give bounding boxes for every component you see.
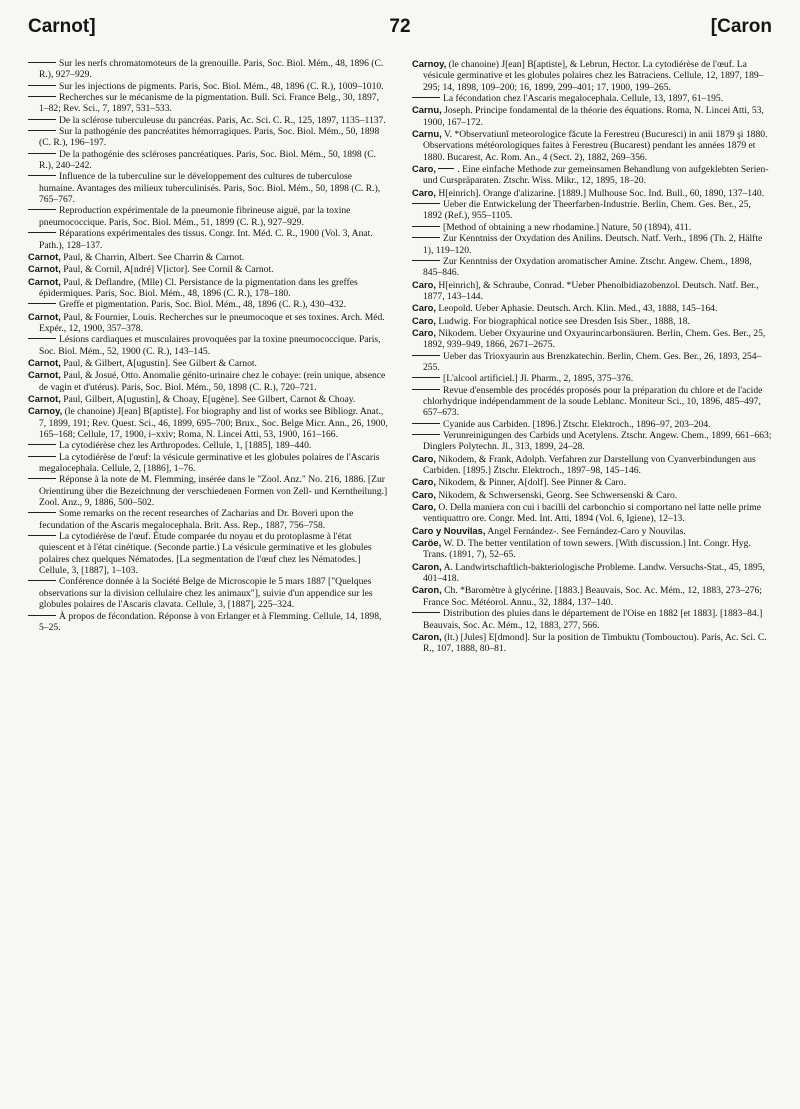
bibliography-entry bbox=[412, 93, 772, 104]
bibliography-entry bbox=[412, 537, 772, 561]
author-name: Caro y Nouvilas, bbox=[412, 524, 486, 536]
repeat-author-dash bbox=[28, 85, 56, 86]
bibliography-entry bbox=[412, 199, 772, 222]
bibliography-entry bbox=[412, 419, 772, 430]
entry-text: De la pathogénie des scléroses pancréatiques. Paris, Soc. Biol. Mém., 50, 1898 (C. R.), 240–242. bbox=[39, 148, 377, 172]
repeat-author-dash bbox=[28, 232, 56, 233]
bibliography-entry bbox=[28, 369, 388, 393]
entry-text: Zur Kenntniss der Oxydation aromatischer Amine. Ztschr. Angew. Chem., 1898, 845–846. bbox=[423, 255, 752, 279]
repeat-author-dash bbox=[28, 615, 56, 616]
bibliography-entry bbox=[28, 508, 388, 531]
author-name: Carnoy, bbox=[28, 405, 63, 417]
author-name: Carnot, bbox=[28, 369, 61, 381]
page-header bbox=[28, 10, 772, 44]
bibliography-entry bbox=[412, 222, 772, 233]
repeat-author-dash bbox=[412, 237, 440, 238]
author-name: Caro, bbox=[412, 302, 436, 314]
bibliography-entry bbox=[28, 531, 388, 576]
entry-text: Paul, Gilbert, A[ugustin], & Choay, E[ugène]. See Gilbert, Carnot & Choay. bbox=[63, 393, 356, 405]
repeat-author-dash bbox=[412, 612, 440, 613]
bibliography-entry bbox=[412, 608, 772, 631]
right-column bbox=[412, 58, 772, 655]
entry-text: A. Landwirtschaftlich-bakteriologische Probleme. Landw. Versuchs-Stat., 45, 1895, 401–418. bbox=[423, 561, 765, 585]
bibliography-entry bbox=[28, 357, 388, 369]
bibliography-entry bbox=[28, 405, 388, 440]
running-head-left: Carnot] bbox=[28, 16, 96, 37]
author-name: Caro, bbox=[412, 186, 436, 198]
repeat-author-dash bbox=[438, 168, 454, 169]
bibliography-entry bbox=[412, 584, 772, 608]
author-name: Caron, bbox=[412, 630, 442, 642]
repeat-author-dash bbox=[28, 209, 56, 210]
bibliography-entry bbox=[28, 171, 388, 205]
entry-text: Ludwig. For biographical notice see Dresden Isis Sber., 1888, 18. bbox=[438, 315, 690, 327]
entry-text: (le chanoine) J[ean] B[aptiste], & Lebrun, Hector. La cytodiérèse de l'œuf. La vésicule germinative et les globules polaires chez les Batraciens. Cellule, 12, 1897, 189–295; 14, 1898, 109–200; 16, 1899, 299–401; 17, 1900, 199–265. bbox=[423, 59, 764, 93]
bibliography-entry bbox=[412, 187, 772, 199]
entry-text: Conférence donnée à la Société Belge de Microscopie le 5 mars 1887 ["Quelques observations sur la division cellulaire chez les animaux"], suivie d'un appendice sur les globules polaires de l'Ascaris clavata. Cellule, 3, [1887], 225–324. bbox=[39, 576, 373, 611]
bibliography-entry bbox=[412, 327, 772, 351]
author-name: Caro, bbox=[412, 314, 436, 326]
bibliography-entry bbox=[412, 476, 772, 488]
repeat-author-dash bbox=[28, 153, 56, 154]
entry-text: Paul, & Cornil, A[ndré] V[ictor]. See Cornil & Carnot. bbox=[63, 264, 274, 276]
repeat-author-dash bbox=[28, 62, 56, 63]
repeat-author-dash bbox=[28, 444, 56, 445]
entry-text: Ch. *Baromètre à glycérine. [1883.] Beauvais, Soc. Ac. Mém., 12, 1883, 273–276; France Soc. Météorol. Annu., 32, 1884, 137–140. bbox=[423, 585, 762, 608]
entry-text: Paul, & Fournier, Louis. Recherches sur le pneumocoque et ses toxines. Arch. Méd. Expér., 12, 1900, 357–378. bbox=[39, 311, 385, 334]
bibliography-entry bbox=[28, 149, 388, 172]
repeat-author-dash bbox=[28, 478, 56, 479]
bibliography-entry bbox=[412, 631, 772, 655]
bibliography-entry bbox=[412, 163, 772, 187]
bibliography-entry bbox=[412, 104, 772, 128]
author-name: Caro, bbox=[412, 163, 436, 175]
bibliography-entry bbox=[28, 276, 388, 300]
author-name: Caro, bbox=[412, 278, 436, 290]
entry-text: W. D. The better ventilation of town sewers. [With discussion.] Int. Congr. Hyg. Trans. (1891, 7), 52–65. bbox=[423, 538, 751, 561]
bibliography-entry bbox=[412, 385, 772, 419]
entry-text: H[einrich], & Schraube, Conrad. *Ueber Phenolbidiazobenzol. Deutsch. Natf. Ber., 1877, 143–144. bbox=[423, 279, 759, 302]
entry-text: Distribution des pluies dans le département de l'Oise en 1882 [et 1883]. [1883–84.] Beauvais, Soc. Ac. Mém., 12, 1883, 277, 566. bbox=[423, 608, 763, 631]
entry-text: H[einrich]. Orange d'alizarine. [1889.] Mulhouse Soc. Ind. Bull., 60, 1890, 137–140. bbox=[438, 187, 765, 199]
entry-text: Leopold. Ueber Aphasie. Deutsch. Arch. Klin. Med., 43, 1888, 145–164. bbox=[438, 303, 718, 315]
bibliography-entry bbox=[28, 81, 388, 92]
entry-text: Revue d'ensemble des procédés proposés pour la préparation du chlore et de l'acide chlorhydrique indépendamment de la soude Leblanc. Moniteur Sci., 10, 1896, 485–497, 657–673. bbox=[423, 384, 763, 419]
bibliography-entry bbox=[28, 228, 388, 251]
entry-text: Lésions cardiaques et musculaires provoquées par la toxine pneumococcique. Paris, Soc. Biol. Mém., 52, 1900 (C. R.), 143–145. bbox=[39, 334, 381, 357]
bibliography-entry bbox=[28, 611, 388, 634]
entry-text: Paul, & Deflandre, (Mlle) Cl. Persistance de la pigmentation dans les greffes épidermiques. Paris, Soc. Biol. Mém., 48, 1896 (C. R.), 178–180. bbox=[39, 276, 358, 299]
bibliography-entry bbox=[28, 205, 388, 228]
author-name: Carnu, bbox=[412, 128, 442, 140]
bibliography-entry bbox=[28, 474, 388, 508]
entry-text: La cytodiérèse de l'œuf: la vésicule germinative et les globules polaires de l'Ascaris megalocephala. Cellule, 2, [1886], 1–76. bbox=[39, 451, 380, 475]
entry-text: . Eine einfache Methode zur gemeinsamen Behandlung von aufgeklebten Serien- und Curspräparaten. Ztschr. Wiss. Mikr., 12, 1895, 18–20. bbox=[423, 164, 769, 187]
entry-text: Réparations expérimentales des tissus. Congr. Int. Méd. C. R., 1900 (Vol. 3, Anat. Path.), 128–137. bbox=[39, 228, 373, 251]
entry-text: O. Della maniera con cui i bacilli del carbonchio si comportano nel latte nelle prime ventiquattro ore. Congr. Med. Int. Atti, 1894 (Vol. 6, Igiene), 12–13. bbox=[423, 502, 761, 525]
repeat-author-dash bbox=[28, 535, 56, 536]
bibliography-entry bbox=[28, 251, 388, 263]
entry-text: Paul, & Charrin, Albert. See Charrin & Carnot. bbox=[63, 251, 245, 263]
entry-text: Recherches sur le mécanisme de la pigmentation. Bull. Sci. France Belg., 30, 1897, 1–82; Rev. Sci., 7, 1897, 531–533. bbox=[39, 92, 379, 115]
bibliography-entry bbox=[28, 334, 388, 357]
bibliography-entry bbox=[412, 256, 772, 279]
entry-text: Verunreinigungen des Carbids und Acetylens. Ztschr. Angew. Chem., 1899, 661–663; Dinglers Polytechn. Jl., 313, 1899, 24–28. bbox=[423, 430, 772, 453]
repeat-author-dash bbox=[28, 338, 56, 339]
repeat-author-dash bbox=[412, 434, 440, 435]
repeat-author-dash bbox=[28, 303, 56, 304]
entry-text: Nikodem, & Schwersenski, Georg. See Schwersenski & Caro. bbox=[438, 489, 678, 501]
repeat-author-dash bbox=[28, 175, 56, 176]
author-name: Carnot, bbox=[28, 275, 61, 287]
repeat-author-dash bbox=[412, 389, 440, 390]
bibliography-entry bbox=[28, 393, 388, 405]
author-name: Caro, bbox=[412, 476, 436, 488]
entry-text: Sur les nerfs chromatomoteurs de la grenouille. Paris, Soc. Biol. Mém., 48, 1896 (C. R.), 927–929. bbox=[39, 58, 384, 81]
repeat-author-dash bbox=[412, 260, 440, 261]
entry-text: Angel Fernández-. See Fernández-Caro y Nouvilas. bbox=[487, 525, 686, 537]
running-head-right: [Caron bbox=[710, 16, 772, 37]
bibliography-entry bbox=[28, 92, 388, 115]
bibliography-entry bbox=[28, 126, 388, 149]
repeat-author-dash bbox=[28, 580, 56, 581]
entry-text: Cyanide aus Carbiden. [1896.] Ztschr. Elektroch., 1896–97, 203–204. bbox=[443, 418, 711, 430]
entry-text: Joseph. Principe fondamental de la théorie des équations. Roma, N. Lincei Atti, 53, 1900, 167–172. bbox=[423, 105, 764, 128]
repeat-author-dash bbox=[28, 512, 56, 513]
bibliography-entry bbox=[28, 263, 388, 275]
entry-text: Ueber die Entwickelung der Theerfarben-Industrie. Berlin, Chem. Ges. Ber., 25, 1892 (Ref.), 955–1105. bbox=[423, 199, 751, 222]
bibliography-entry bbox=[412, 430, 772, 453]
repeat-author-dash bbox=[28, 456, 56, 457]
bibliography-entry bbox=[28, 452, 388, 475]
author-name: Caröe, bbox=[412, 537, 442, 549]
entry-text: Nikodem, & Pinner, A[dolf]. See Pinner & Caro. bbox=[438, 477, 626, 489]
repeat-author-dash bbox=[28, 130, 56, 131]
entry-text: À propos de fécondation. Réponse à von Erlanger et à Flemming. Cellule, 14, 1898, 5–25. bbox=[39, 610, 382, 633]
bibliography-entry bbox=[412, 279, 772, 303]
bibliography-entry bbox=[412, 525, 772, 537]
entry-text: La cytodiérèse de l'œuf. Étude comparée du noyau et du protoplasme à l'état quiescent et à l'état cinétique. (Seconde partie.) La vésicule germinative et les globules polaires chez quelques Nématodes. [La segmentation de l'œuf chez les Nématodes.] Cellule, 3, [1887], 1–103. bbox=[39, 531, 372, 577]
bibliography-entry bbox=[412, 453, 772, 477]
entry-text: Sur les injections de pigments. Paris, Soc. Biol. Mém., 48, 1896 (C. R.), 1009–1010. bbox=[59, 80, 384, 92]
author-name: Caron, bbox=[412, 584, 442, 596]
entry-text: La fécondation chez l'Ascaris megalocephala. Cellule, 13, 1897, 61–195. bbox=[443, 93, 724, 105]
bibliography-entry bbox=[412, 128, 772, 163]
author-name: Carnot, bbox=[28, 250, 61, 262]
author-name: Caron, bbox=[412, 560, 442, 572]
entry-text: Influence de la tuberculine sur le développement des cultures de tuberculose humaine. Avantages des milieux tuberculinisés. Paris, Soc. Biol. Mém., 50, 1898 (C. R.), 765–767. bbox=[39, 171, 381, 206]
entry-text: Zur Kenntniss der Oxydation des Anilins. Deutsch. Natf. Verh., 1896 (Th. 2, Hälfte 1), 119–120. bbox=[423, 233, 763, 256]
entry-text: V. *Observatiunĭ meteorologice făcute la Ferestreu (Bucuresci) in anii 1879 şi 1880. Observations météorologiques faites à Ferestreu (Bucarest) pendant les années 1879 et 1880. Bucarest, Ac. Rom. An., 4 (Sect. 2), 1882, 269–356. bbox=[423, 129, 768, 163]
author-name: Carnot, bbox=[28, 263, 61, 275]
bibliography-entry bbox=[28, 440, 388, 451]
repeat-author-dash bbox=[412, 97, 440, 98]
entry-text: Paul, & Josué, Otto. Anomalie génito-urinaire chez le cobaye: (rein unique, absence de vagin et d'utérus). Paris, Soc. Biol. Mém., 50, 1898 (C. R.), 720–721. bbox=[39, 370, 386, 393]
bibliography-entry bbox=[412, 58, 772, 93]
bibliography-entry bbox=[412, 233, 772, 256]
bibliography-entry bbox=[28, 58, 388, 81]
author-name: Carnot, bbox=[28, 392, 61, 404]
entry-text: (lt.) [Jules] E[dmond]. Sur la position de Timbuktu (Tombouctou). Paris, Ac. Sci. C. R., 107, 1888, 80–81. bbox=[423, 631, 767, 655]
bibliography-entry bbox=[28, 311, 388, 335]
entry-text: De la sclérose tuberculeuse du pancréas. Paris, Ac. Sci. C. R., 125, 1897, 1135–1137. bbox=[59, 114, 386, 126]
entry-text: [Method of obtaining a new rhodamine.] Nature, 50 (1894), 411. bbox=[443, 221, 692, 233]
bibliography-entry bbox=[412, 351, 772, 374]
entry-text: La cytodiérèse chez les Arthropodes. Cellule, 1, [1885], 189–440. bbox=[59, 440, 312, 452]
entry-text: Some remarks on the recent researches of Zacharias and Dr. Boveri upon the fecundation of the Ascaris megalocephala. Brit. Ass. Rep., 1887, 756–758. bbox=[39, 508, 354, 531]
author-name: Caro, bbox=[412, 326, 436, 338]
entry-text: (le chanoine) J[ean] B[aptiste]. For biography and list of works see Bibliogr. Anat., 7, 1899, 191; Rev. Quest. Sci., 46, 1899, 695–700; Brux., Soc. Belge Micr. Ann., 26, 1900, 165–168; Cellule, 17, 1900, i–xxiv; Roma, N. Lincei Atti, 53, 1900, 161–166. bbox=[39, 406, 388, 440]
author-name: Carnoy, bbox=[412, 58, 447, 69]
entry-text: Reproduction expérimentale de la pneumonie fibrineuse aiguë, par la toxine pneumococcique. Paris, Soc. Biol. Mém., 51, 1899 (C. R.), 927–929. bbox=[39, 205, 351, 228]
repeat-author-dash bbox=[28, 96, 56, 97]
repeat-author-dash bbox=[412, 423, 440, 424]
entry-text: Nikodem. Ueber Oxyaurine und Oxyaurincarbonsäuren. Berlin, Chem. Ges. Ber., 25, 1892, 939–949, 1866, 2671–2675. bbox=[423, 327, 766, 351]
repeat-author-dash bbox=[412, 226, 440, 227]
author-name: Carnot, bbox=[28, 356, 61, 368]
repeat-author-dash bbox=[412, 377, 440, 378]
left-column bbox=[28, 58, 388, 633]
entry-text: Sur la pathogénie des pancréatites hémorragiques. Paris, Soc. Biol. Mém., 50, 1898 (C. R.), 196–197. bbox=[39, 126, 380, 149]
author-name: Caro, bbox=[412, 488, 436, 500]
bibliography-entry bbox=[28, 115, 388, 126]
repeat-author-dash bbox=[412, 203, 440, 204]
entry-text: Ueber das Trioxyaurin aus Brenzkatechin. Berlin, Chem. Ges. Ber., 26, 1893, 254–255. bbox=[423, 350, 762, 373]
bibliography-entry bbox=[28, 299, 388, 310]
entry-text: Greffe et pigmentation. Paris, Soc. Biol. Mém., 48, 1896 (C. R.), 430–432. bbox=[59, 299, 347, 311]
page-number: 72 bbox=[389, 16, 411, 37]
entry-text: Paul, & Gilbert, A[ugustin]. See Gilbert & Carnot. bbox=[63, 357, 257, 369]
bibliography-entry bbox=[28, 576, 388, 610]
entry-text: Réponse à la note de M. Flemming, insérée dans le "Zool. Anz." No. 216, 1886. [Zur Orientirung über die Bezeichnung der verschiedenen Formen von Zell- und Kerntheilung.] Zool. Anz., 9, 1886, 500–502. bbox=[39, 474, 388, 509]
repeat-author-dash bbox=[28, 119, 56, 120]
bibliography-entry bbox=[412, 561, 772, 585]
author-name: Caro, bbox=[412, 452, 436, 464]
entry-text: [L'alcool artificiel.] Jl. Pharm., 2, 1895, 375–376. bbox=[443, 373, 634, 385]
author-name: Carnot, bbox=[28, 310, 61, 322]
author-name: Carnu, bbox=[412, 104, 442, 116]
bibliography-entry bbox=[412, 373, 772, 384]
author-name: Caro, bbox=[412, 501, 436, 513]
bibliography-entry bbox=[412, 315, 772, 327]
repeat-author-dash bbox=[412, 355, 440, 356]
bibliography-entry bbox=[412, 489, 772, 501]
bibliography-entry bbox=[412, 501, 772, 525]
bibliography-entry bbox=[412, 302, 772, 314]
entry-text: Nikodem, & Frank, Adolph. Verfahren zur Darstellung von Cyanverbindungen aus Carbiden. [1895.] Ztschr. Elektroch., 1897–98, 145–146. bbox=[423, 453, 756, 477]
